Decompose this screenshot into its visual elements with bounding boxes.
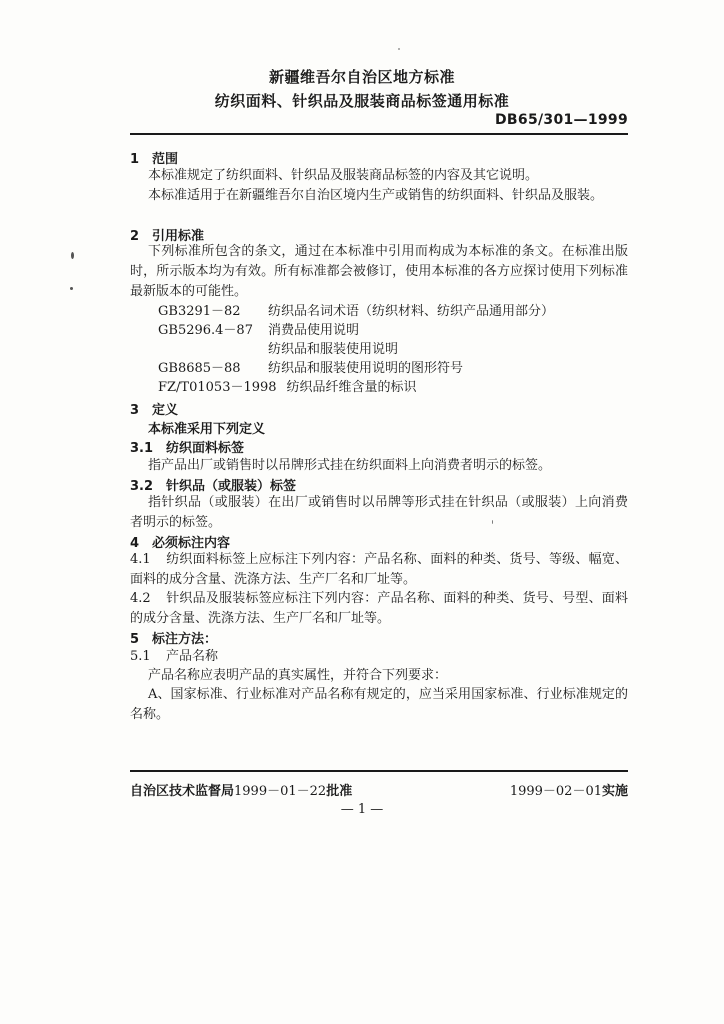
definition-3-2-heading bbox=[130, 475, 296, 494]
reference-title: 纺织品和服装使用说明 bbox=[268, 342, 399, 357]
reference-item bbox=[158, 321, 359, 341]
reference-item bbox=[158, 378, 417, 398]
definition-3-2-title: 针织品（或服装）标签 bbox=[166, 479, 297, 494]
section-1-paragraph-2: 本标准适用于在新疆维吾尔自治区境内生产或销售的纺织面料、针织品及服装。 bbox=[148, 188, 604, 203]
item-4-2-number: 4.2 bbox=[130, 591, 151, 606]
reference-title: 纺织品和服装使用说明的图形符号 bbox=[268, 361, 464, 376]
section-5-title: 标注方法： bbox=[152, 632, 218, 647]
item-4-1-text: 纺织面料标签上应标注下列内容：产品名称、面料的种类、货号、等级、幅宽、面料的成分含量、洗涤方法、生产厂名和厂址等。 bbox=[130, 552, 628, 587]
approval-line bbox=[130, 780, 352, 799]
scan-speck bbox=[398, 48, 400, 50]
standard-code: DB65/301—1999 bbox=[495, 112, 628, 128]
reference-item bbox=[158, 340, 398, 360]
section-2-paragraph: 下列标准所包含的条文，通过在本标准中引用而构成为本标准的条文。在标准出版时，所示版本均为有效。所有标准都会被修订，使用本标准的各方应探讨使用下列标准最新版本的可能性。 bbox=[130, 244, 628, 299]
section-5-number: 5 bbox=[130, 632, 140, 647]
section-5-paragraph-1: 产品名称应表明产品的真实属性，并符合下列要求： bbox=[148, 668, 448, 683]
reference-code: GB3291－82 bbox=[158, 304, 241, 319]
item-4-2 bbox=[130, 589, 628, 629]
effective-label: 实施 bbox=[601, 784, 628, 799]
reference-item bbox=[158, 302, 554, 322]
scan-speck bbox=[70, 287, 73, 290]
section-1-heading bbox=[130, 148, 178, 167]
item-4-1-number: 4.1 bbox=[130, 552, 151, 567]
subsection-5-1-number: 5.1 bbox=[130, 649, 151, 664]
section-2-title: 引用标准 bbox=[152, 229, 205, 244]
scan-speck bbox=[492, 520, 493, 524]
effective-date: 1999－02－01 bbox=[509, 784, 602, 799]
document-title-line2: 纺织面料、针织品及服装商品标签通用标准 bbox=[214, 92, 510, 110]
reference-code: GB5296.4－87 bbox=[158, 323, 253, 338]
section-1-paragraph-1: 本标准规定了纺织面料、针织品及服装商品标签的内容及其它说明。 bbox=[148, 168, 539, 183]
definition-3-1-number: 3.1 bbox=[130, 441, 154, 456]
section-4-title: 必须标注内容 bbox=[152, 536, 231, 551]
item-4-2-text: 针织品及服装标签应标注下列内容：产品名称、面料的种类、货号、号型、面料的成分含量、洗涤方法、生产厂名和厂址等。 bbox=[130, 591, 628, 626]
definition-3-2-number: 3.2 bbox=[130, 479, 154, 494]
definition-3-2-text: 指针织品（或服装）在出厂或销售时以吊牌等形式挂在针织品（或服装）上向消费者明示的标签。 bbox=[130, 495, 628, 530]
section-3-heading bbox=[130, 399, 178, 418]
section-5-heading bbox=[130, 628, 217, 647]
section-1-title: 范围 bbox=[152, 152, 179, 167]
section-3-title: 定义 bbox=[152, 403, 179, 418]
footer-rule bbox=[130, 770, 628, 772]
approving-authority: 自治区技术监督局 bbox=[130, 784, 235, 799]
reference-code: FZ/T01053－1998 bbox=[158, 380, 277, 395]
section-4-heading bbox=[130, 532, 230, 551]
definition-3-1-heading bbox=[130, 437, 244, 456]
reference-title: 纺织品名词术语（纺织材料、纺织产品通用部分） bbox=[268, 304, 555, 319]
section-4-number: 4 bbox=[130, 536, 140, 551]
scan-speck bbox=[71, 252, 74, 259]
section-3-number: 3 bbox=[130, 403, 140, 418]
definition-3-1-text: 指产品出厂或销售时以吊牌形式挂在纺织面料上向消费者明示的标签。 bbox=[148, 458, 552, 473]
subsection-5-1-heading bbox=[130, 647, 218, 667]
item-4-1 bbox=[130, 550, 628, 590]
section-2-number: 2 bbox=[130, 229, 140, 244]
section-1-number: 1 bbox=[130, 152, 140, 167]
definition-3-1-title: 纺织面料标签 bbox=[166, 441, 245, 456]
section-5-paragraph-2: A、国家标准、行业标准对产品名称有规定的，应当采用国家标准、行业标准规定的名称。 bbox=[130, 687, 628, 722]
approval-label: 批准 bbox=[326, 784, 353, 799]
approval-date: 1999－01－22 bbox=[234, 784, 327, 799]
reference-item bbox=[158, 359, 463, 379]
reference-title: 消费品使用说明 bbox=[268, 323, 360, 338]
subsection-5-1-title: 产品名称 bbox=[166, 649, 219, 664]
page-number: — 1 — bbox=[340, 802, 384, 817]
section-3-intro: 本标准采用下列定义 bbox=[148, 422, 266, 437]
reference-title: 纺织品纤维含量的标识 bbox=[286, 380, 417, 395]
header-rule bbox=[130, 133, 628, 135]
reference-code: GB8685－88 bbox=[158, 361, 241, 376]
effective-line bbox=[510, 780, 628, 799]
document-title-line1: 新疆维吾尔自治区地方标准 bbox=[268, 68, 455, 86]
